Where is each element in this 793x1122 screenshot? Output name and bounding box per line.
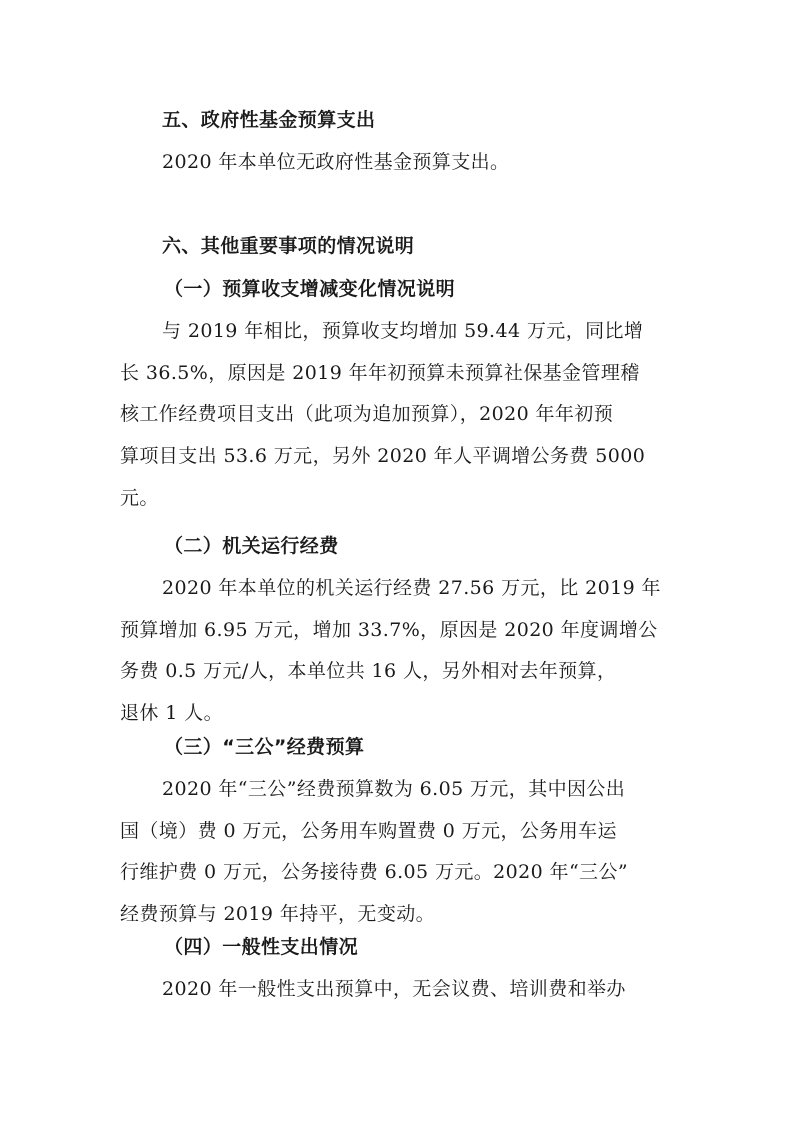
paragraph-line: 务费 0.5 万元/人，本单位共 16 人，另外相对去年预算， bbox=[120, 660, 617, 682]
paragraph-line: 元。 bbox=[120, 487, 159, 509]
paragraph-line: 2020 年本单位的机关运行经费 27.56 万元，比 2019 年 bbox=[162, 577, 661, 599]
subsection-3-heading: （三）“三公”经费预算 bbox=[164, 736, 365, 758]
section-5-body: 2020 年本单位无政府性基金预算支出。 bbox=[162, 151, 510, 173]
paragraph-line: 算项目支出 53.6 万元，另外 2020 年人平调增公务费 5000 bbox=[120, 445, 646, 467]
section-5-heading: 五、政府性基金预算支出 bbox=[162, 109, 376, 131]
paragraph-line: 与 2019 年相比，预算收支均增加 59.44 万元，同比增 bbox=[162, 320, 644, 342]
paragraph-line: 2020 年“三公”经费预算数为 6.05 万元，其中因公出 bbox=[162, 778, 626, 800]
paragraph-line: 行维护费 0 万元，公务接待费 6.05 万元。2020 年“三公” bbox=[120, 861, 628, 883]
paragraph-line: 长 36.5%，原因是 2019 年年初预算未预算社保基金管理稽 bbox=[120, 362, 640, 384]
section-6-heading: 六、其他重要事项的情况说明 bbox=[162, 235, 415, 257]
subsection-2-heading: （二）机关运行经费 bbox=[164, 535, 339, 557]
subsection-1-heading: （一）预算收支增减变化情况说明 bbox=[164, 278, 456, 300]
paragraph-line: 退休 1 人。 bbox=[120, 702, 223, 724]
paragraph-line: 预算增加 6.95 万元，增加 33.7%，原因是 2020 年度调增公 bbox=[120, 619, 658, 641]
paragraph-line: 2020 年一般性支出预算中，无会议费、培训费和举办 bbox=[162, 978, 626, 1000]
paragraph-line: 经费预算与 2019 年持平，无变动。 bbox=[120, 903, 436, 925]
subsection-4-heading: （四）一般性支出情况 bbox=[164, 936, 359, 958]
paragraph-line: 国（境）费 0 万元，公务用车购置费 0 万元，公务用车运 bbox=[120, 820, 617, 842]
paragraph-line: 核工作经费项目支出（此项为追加预算），2020 年年初预 bbox=[120, 403, 614, 425]
